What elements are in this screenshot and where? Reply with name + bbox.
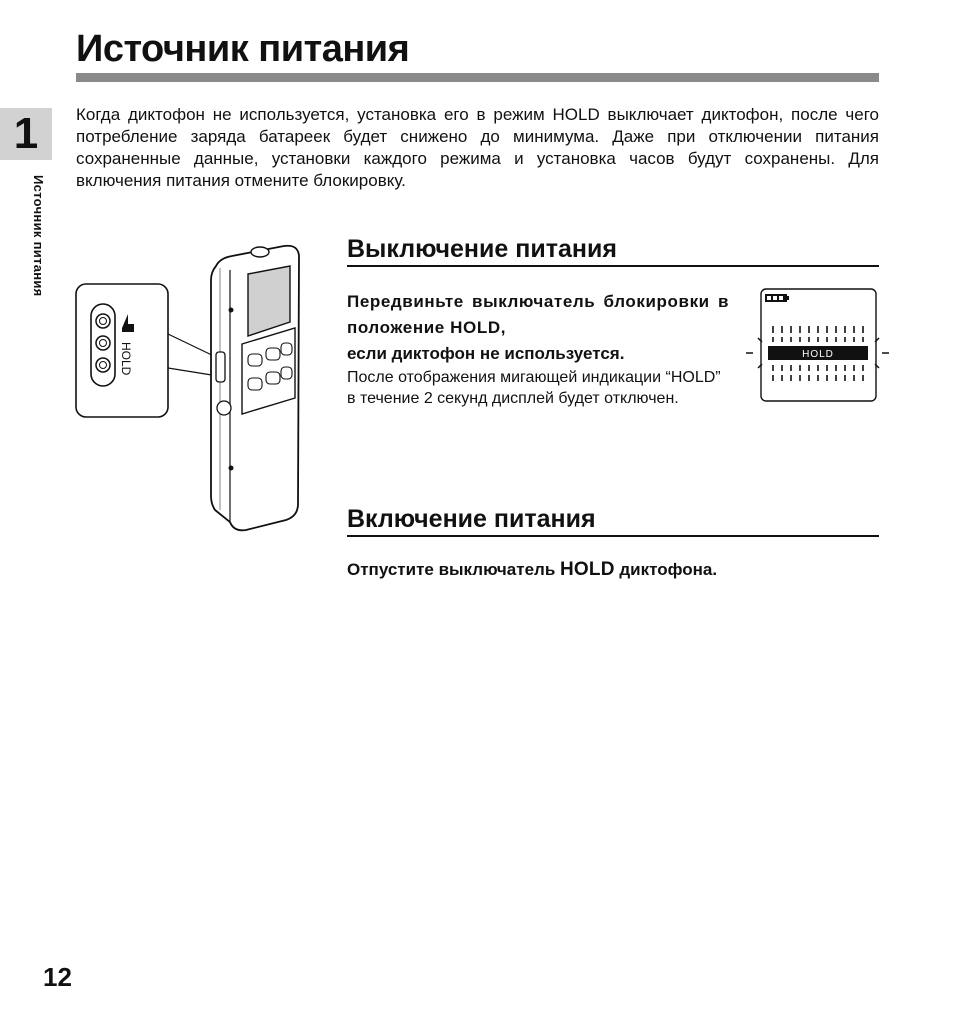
side-chapter-label: Источник питания xyxy=(31,175,46,297)
side-hold-switch xyxy=(216,352,225,382)
hold-word: HOLD xyxy=(560,559,615,580)
page-number: 12 xyxy=(43,962,72,992)
power-on-instruction xyxy=(347,559,717,581)
hold-switch-label: HOLD xyxy=(119,342,133,376)
page-title: Источник питания xyxy=(76,28,410,70)
section-heading-power-off: Выключение питания xyxy=(347,234,879,267)
power-on-instruction-after: диктофона. xyxy=(614,560,718,579)
recorder-illustration xyxy=(70,240,310,536)
blink-marks-left xyxy=(746,338,762,368)
lcd-hold-illustration xyxy=(742,286,892,406)
power-off-instruction-last: если диктофон не используется. xyxy=(347,344,625,363)
lcd-frame xyxy=(761,289,876,401)
switch-slot xyxy=(91,304,115,386)
blink-marks-right xyxy=(875,338,889,368)
microphone xyxy=(251,247,269,257)
lcd-hold-text: HOLD xyxy=(802,349,834,360)
battery-icon xyxy=(765,294,789,302)
power-off-note: После отображения мигающей индикации “HOLD” в течение 2 секунд дисплей будет отключен. xyxy=(347,369,721,407)
intro-paragraph: Когда диктофон не используется, установка его в режим HOLD выключает диктофон, после чего потребление заряда батареек будет снижено до минимума. Даже при отключении питания сохраненные данные, установки каждого режима и установка часов будут сохранены. Для включения питания отмените блокировку. xyxy=(76,105,879,190)
power-on-instruction-before: Отпустите выключатель xyxy=(347,560,561,579)
power-off-instruction-main: Передвиньте выключатель блокировки в положение HOLD, xyxy=(347,292,729,337)
section-heading-power-on: Включение питания xyxy=(347,504,879,537)
earphone-jack xyxy=(217,401,231,415)
title-rule xyxy=(76,73,879,82)
power-off-instruction xyxy=(347,289,729,367)
chapter-tab: 1 xyxy=(0,108,52,160)
